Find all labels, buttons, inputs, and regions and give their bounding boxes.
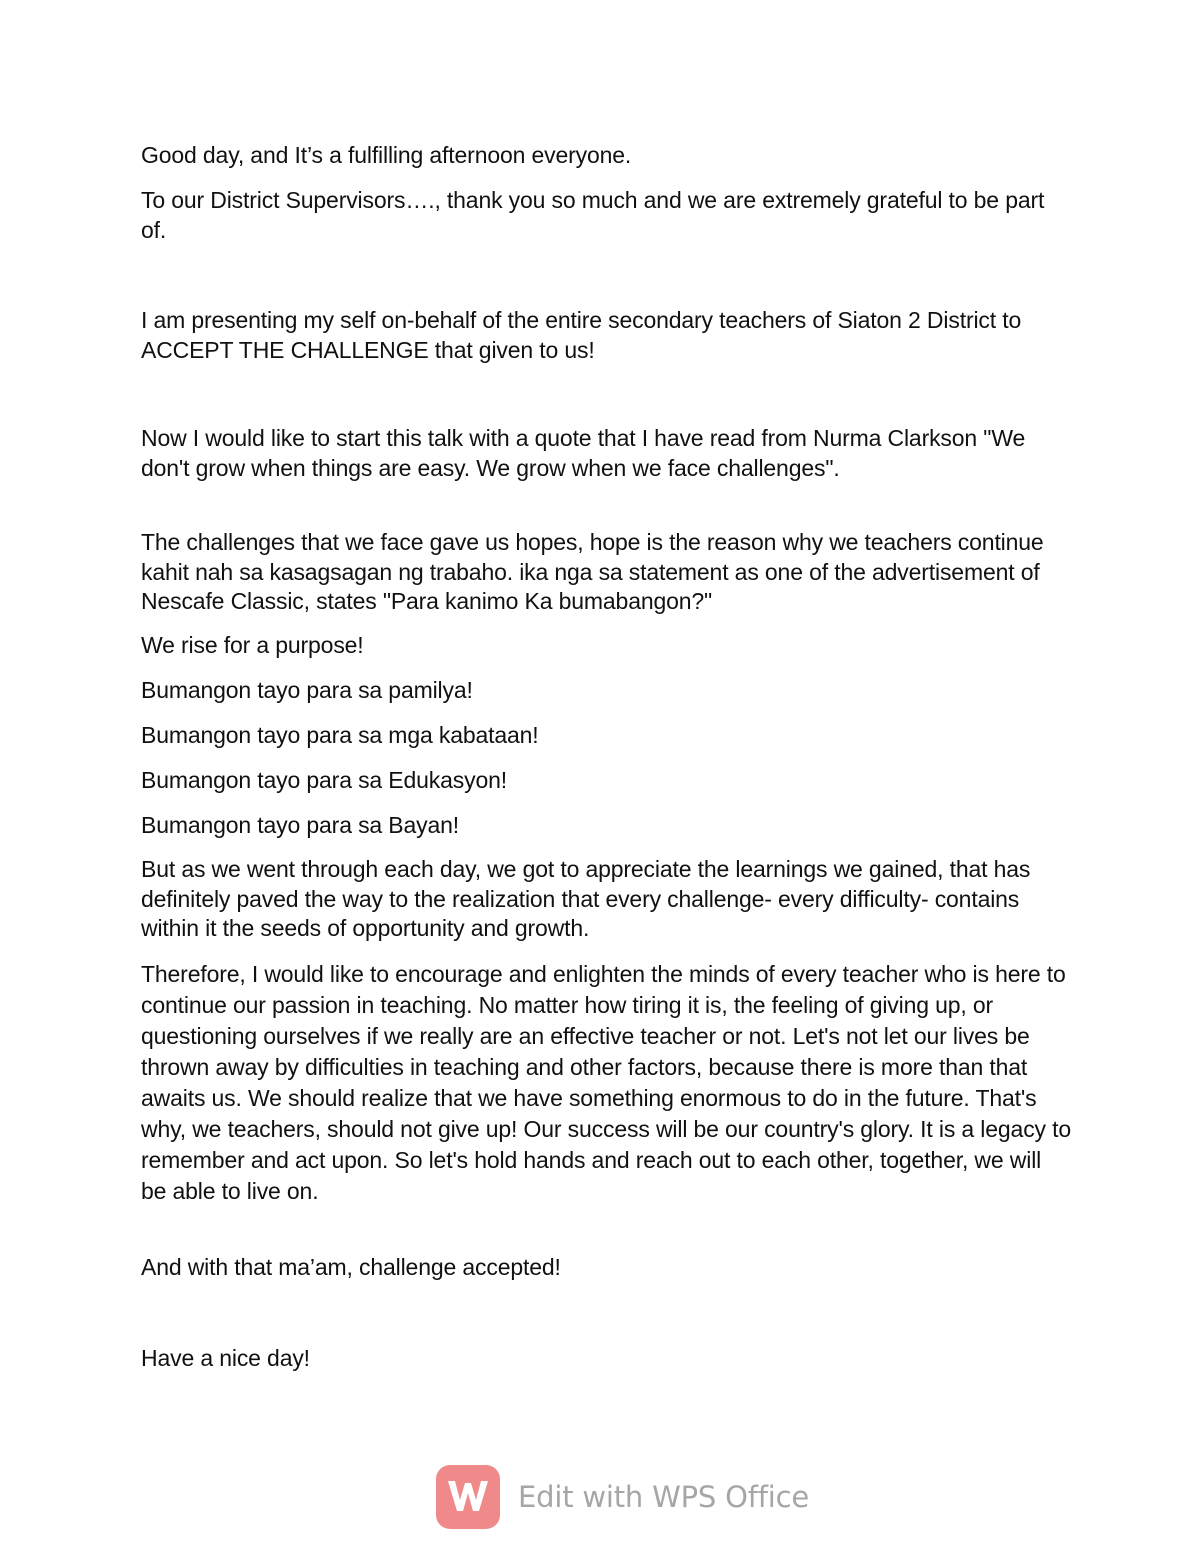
quote-paragraph: Now I would like to start this talk with a quote that I have read from Nurma Clarkson "We don't grow when things are easy. We grow when we face challenges".	[141, 425, 1026, 481]
wps-office-logo-icon	[436, 1465, 500, 1529]
encouragement-paragraph: Therefore, I would like to encourage and enlighten the minds of every teacher who is here to continue our passion in teaching. No matter how tiring it is, the feeling of giving up, or questioning ourselves if we really are an effective teacher or not. Let's not let our lives be thrown away by difficulties in teaching and other factors, because there is more than that awaits us. We should realize that we have something enormous to do in the future. That's why, we teachers, should not give up! Our success will be our country's glory. It is a legacy to remember and act upon. So let's hold hands and reach out to each other, together, we will be able to live on.	[141, 961, 1072, 1204]
presentation-paragraph: I am presenting my self on-behalf of the entire secondary teachers of Siaton 2 District to ACCEPT THE CHALLENGE that given to us!	[141, 307, 1022, 363]
wps-watermark-text: Edit with WPS Office	[518, 1480, 809, 1514]
closing-line: Have a nice day!	[141, 1345, 310, 1371]
rise-education-line: Bumangon tayo para sa Edukasyon!	[141, 767, 507, 793]
wps-watermark	[436, 1465, 809, 1529]
learnings-paragraph: But as we went through each day, we got to appreciate the learnings we gained, that has definitely paved the way to the realization that every challenge- every difficulty- contains within it the seeds of opportunity and growth.	[141, 856, 1031, 941]
rise-family-line: Bumangon tayo para sa pamilya!	[141, 677, 473, 703]
rise-nation-line: Bumangon tayo para sa Bayan!	[141, 812, 460, 838]
purpose-line: We rise for a purpose!	[141, 632, 364, 658]
challenge-accepted-line: And with that ma’am, challenge accepted!	[141, 1254, 561, 1280]
greeting-paragraph: Good day, and It’s a fulfilling afternoon everyone.	[141, 142, 632, 168]
thanks-paragraph: To our District Supervisors…., thank you so much and we are extremely grateful to be part of.	[141, 187, 1045, 243]
wps-w-glyph	[445, 1477, 491, 1517]
rise-youth-line: Bumangon tayo para sa mga kabataan!	[141, 722, 539, 748]
challenges-paragraph: The challenges that we face gave us hopes, hope is the reason why we teachers continue kahit nah sa kasagsagan ng trabaho. ika nga sa statement as one of the advertisement of Nescafe Classic, states "Para kanimo Ka bumabangon?"	[141, 529, 1044, 614]
